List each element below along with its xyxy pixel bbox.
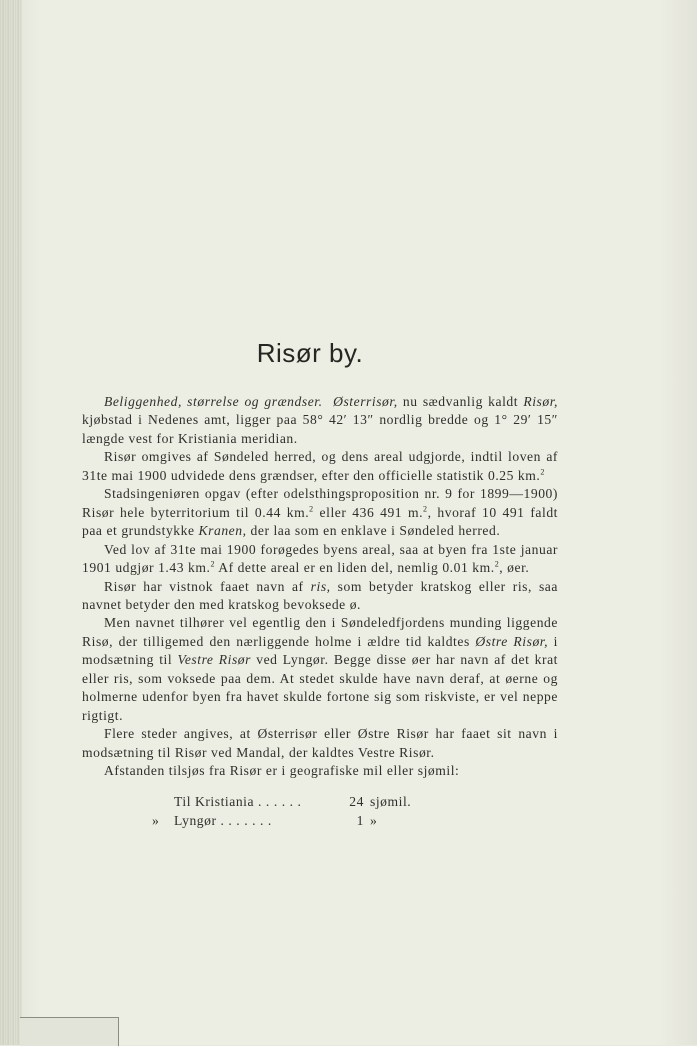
text-span: kjøbstad i Nedenes amt, ligger paa 58° 42′ 13″ nordlig bredde og 1° 29′ 15″ længde vest for Kristiania meridian. (82, 412, 558, 446)
distance-place: Lyngør . . . . . . . (174, 812, 272, 828)
distance-place: Til Kristiania . . . . . . (174, 793, 302, 809)
text-span: Ved lov af 31te mai 1900 forøgedes byens areal, saa at byen fra 1ste januar 1901 udgjør 1.43 km. (82, 541, 558, 576)
text-span: i modsætning til (82, 633, 558, 668)
distance-table (152, 793, 558, 831)
text-span: nu sædvanlig kaldt (397, 394, 524, 409)
italic-lead: Beliggenhed, størrelse og grændser. (104, 394, 323, 409)
text-span: der laa som en enklave i Søndeled herred. (246, 523, 501, 539)
paragraph-name-origin (82, 578, 558, 615)
superscript: 2 (423, 504, 428, 514)
distance-value: 1 (356, 812, 364, 828)
ditto-mark: » (152, 812, 160, 828)
text-span: , hvoraf 10 491 faldt paa et grundstykke (82, 504, 558, 539)
text-span: Flere steder angives, at Østerrisør eller Østre Risør har faaet sit navn i modsætning til Risør ved Mandal, der kaldtes Vestre Risør. (82, 726, 558, 760)
italic-risor: Risør, (523, 394, 558, 409)
page-title: Risør by. (256, 338, 364, 368)
paragraph-riso (82, 614, 558, 725)
text-span: eller 436 491 m. (313, 504, 424, 520)
italic-vestre-risor: Vestre Risør (177, 652, 251, 668)
paragraph-mandal (82, 725, 558, 762)
body-text (82, 393, 558, 831)
library-stamp-box (20, 1017, 119, 1046)
superscript: 2 (210, 559, 215, 569)
text-span: ved Lyngør. Begge disse øer har navn af det krat eller ris, som voksede paa dem. At stedet skulde have navn deraf, at øerne og holmerne udenfor byen fra havet skulde fortone sig som riskviste, er vel neppe rigtigt. (82, 652, 558, 723)
paragraph-distance (82, 762, 558, 780)
distance-unit: sjømil. (370, 793, 412, 809)
text-span: som betyder kratskog eller ris, saa navnet betyder den med kratskog bevoksede ø. (82, 578, 558, 612)
distance-value: 24 (349, 793, 364, 809)
ditto-mark (152, 793, 174, 812)
superscript: 2 (309, 504, 314, 514)
paragraph-area (82, 448, 558, 485)
paragraph-location (82, 393, 558, 448)
superscript: 2 (494, 559, 500, 569)
distance-unit: » (370, 812, 378, 828)
paragraph-territory (82, 485, 558, 540)
text-span: Af dette areal er en liden del, nemlig 0.01 km. (215, 560, 495, 576)
italic-ostre-risor: Østre Risør, (475, 633, 549, 649)
book-spine-edge (0, 0, 22, 1045)
text-span: Risør har vistnok faaet navn af (104, 578, 311, 594)
superscript: 2 (540, 467, 545, 477)
text-span: Men navnet tilhører vel egentlig den i Søndeledfjordens munding liggende Risø, der tilligemed den nærliggende holme i ældre tid kaldtes (82, 615, 558, 649)
italic-ris: ris, (310, 578, 331, 594)
distance-row (152, 812, 558, 831)
distance-row (152, 793, 558, 812)
paragraph-law (82, 541, 558, 578)
text-span: Afstanden tilsjøs fra Risør er i geografiske mil eller sjømil: (104, 763, 460, 779)
text-span: Risør omgives af Søndeled herred, og dens areal udgjorde, indtil loven af 31te mai 1900 udvidede dens grændser, efter den officielle statistik 0.25 km. (82, 449, 558, 483)
text-span: , øer. (499, 560, 530, 576)
text-span: Stadsingeniøren opgav (efter odelsthingsproposition nr. 9 for 1899—1900) Risør hele byterritorium til 0.44 km. (82, 486, 558, 520)
italic-kranen: Kranen, (198, 523, 247, 539)
italic-name: Østerrisør, (333, 394, 398, 409)
